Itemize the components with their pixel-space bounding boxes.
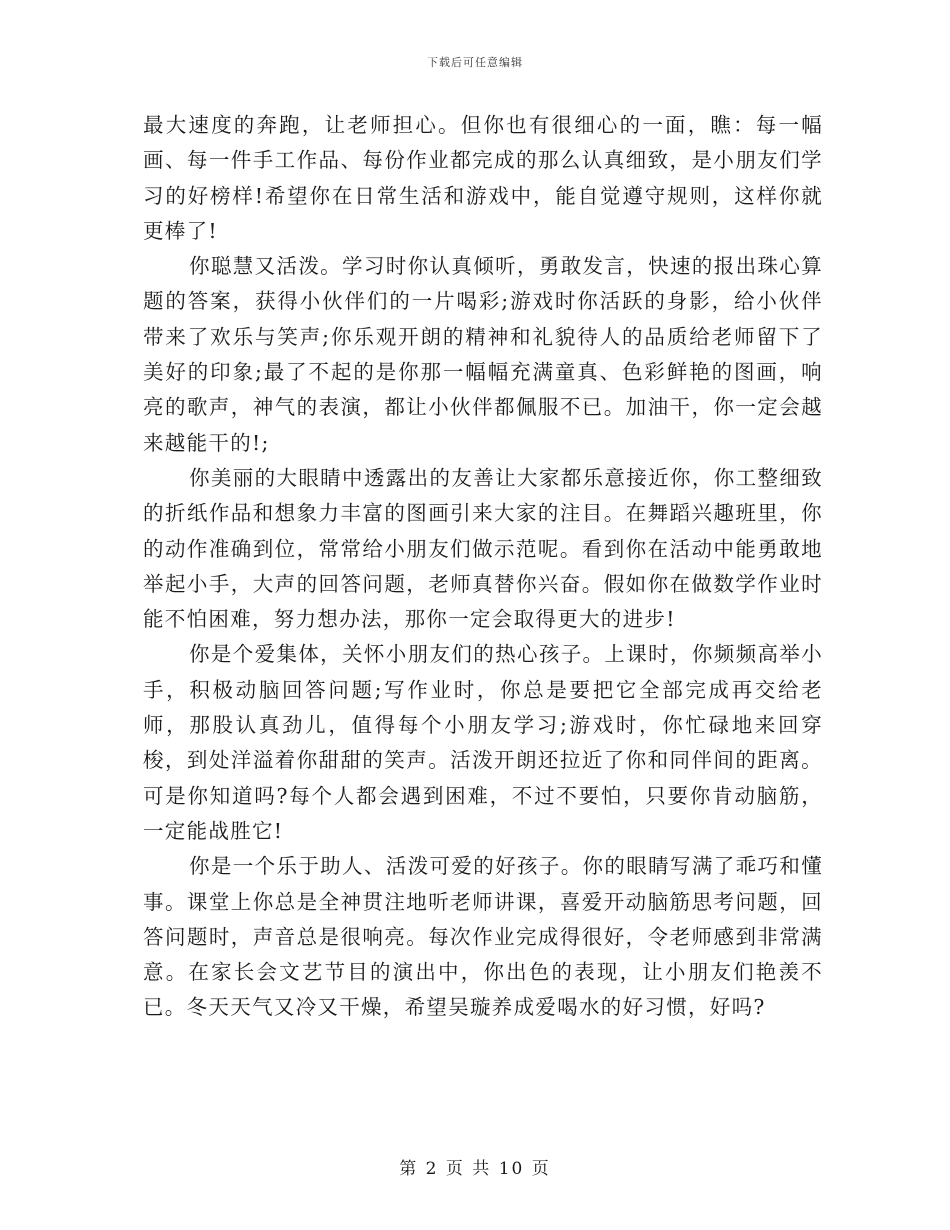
paragraph: 你是个爱集体，关怀小朋友们的热心孩子。上课时，你频频高举小手，积极动脑回答问题;写作业时，你总是要把它全部完成再交给老师，那股认真劲儿，值得每个小朋友学习;游戏时，你忙碌地来回穿梭，到处洋溢着你甜甜的笑声。活泼开朗还拉近了你和同伴间的距离。可是你知道吗?每个人都会遇到困难，不过不要怕，只要你肯动脑筋，一定能战胜它! — [143, 642, 823, 843]
paragraph-continued: 最大速度的奔跑，让老师担心。但你也有很细心的一面，瞧：每一幅画、每一件手工作品、每份作业都完成的那么认真细致，是小朋友们学习的好榜样!希望你在日常生活和游戏中，能自觉遵守规则，这样你就更棒了! — [143, 113, 823, 243]
document-body — [143, 108, 823, 1026]
paragraph: 你美丽的大眼睛中透露出的友善让大家都乐意接近你，你工整细致的折纸作品和想象力丰富的图画引来大家的注目。在舞蹈兴趣班里，你的动作准确到位，常常给小朋友们做示范呢。看到你在活动中能勇敢地举起小手，大声的回答问题，老师真替你兴奋。假如你在做数学作业时能不怕困难，努力想办法，那你一定会取得更大的进步! — [143, 465, 823, 632]
paragraph: 你是一个乐于助人、活泼可爱的好孩子。你的眼睛写满了乖巧和懂事。课堂上你总是全神贯注地听老师讲课，喜爱开动脑筋思考问题，回答问题时，声音总是很响亮。每次作业完成得很好，令老师感到非常满意。在家长会文艺节目的演出中，你出色的表现，让小朋友们艳羡不已。冬天天气又冷又干燥，希望吴璇养成爱喝水的好习惯，好吗? — [143, 854, 823, 1020]
paragraph: 你聪慧又活泼。学习时你认真倾听，勇敢发言，快速的报出珠心算题的答案，获得小伙伴们的一片喝彩;游戏时你活跃的身影，给小伙伴带来了欢乐与笑声;你乐观开朗的精神和礼貌待人的品质给老师留下了美好的印象;最了不起的是你那一幅幅充满童真、色彩鲜艳的图画，响亮的歌声，神气的表演，都让小伙伴都佩服不已。加油干，你一定会越来越能干的!; — [143, 254, 823, 455]
page-number: 第 2 页 共 10 页 — [399, 1159, 551, 1179]
page-header: 下载后可任意编辑 — [427, 56, 523, 69]
